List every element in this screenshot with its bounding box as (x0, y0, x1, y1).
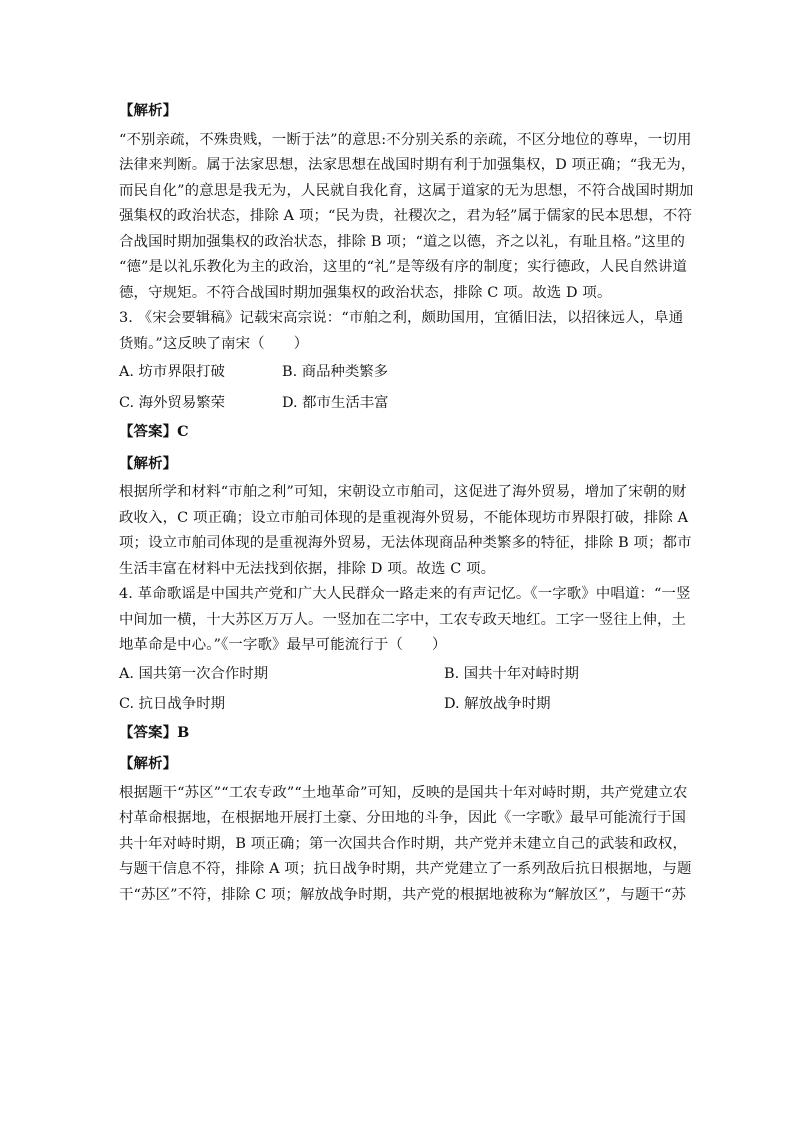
question-stem-line: 3. 《宋会要辑稿》记载宋高宗说：“市舶之利，颇助国用，宜循旧法，以招徕远人，阜通 (119, 310, 684, 326)
option-b: B. 商品种类繁多 (282, 364, 389, 380)
analysis-heading: 【解析】 (119, 755, 178, 772)
document-page (119, 98, 696, 908)
text-line: 强集权的政治状态，排除 A 项；“民为贵，社稷次之，君为轻”属于儒家的民本思想，不符 (119, 208, 693, 224)
option-d: D. 都市生活丰富 (282, 395, 389, 411)
options-row (119, 689, 679, 720)
option-b: B. 国共十年对峙时期 (444, 665, 579, 682)
answer-label: 【答案】C (119, 423, 189, 440)
question-4 (119, 582, 692, 908)
text-line: 项；设立市舶司体现的是重视海外贸易，无法体现商品种类繁多的特征，排除 B 项；都市 (119, 535, 692, 551)
text-line: 村革命根据地，在根据地开展打土豪、分田地的斗争，因此《一字歌》最早可能流行于国 (119, 810, 687, 826)
text-line: “不别亲疏，不殊贵贱，一断于法”的意思:不分别关系的亲疏，不区分地位的尊卑，一切用 (119, 131, 692, 148)
question-3 (119, 306, 692, 582)
text-line: 合战国时期加强集权的政治状态，排除 B 项；“道之以德，齐之以礼，有耻且格。”这里的 (119, 233, 685, 250)
option-c: C. 抗日战争时期 (119, 696, 225, 712)
question-stem-line: 货贿。”这反映了南宋（ ） (119, 335, 309, 352)
text-line: 根据所学和材料“市舶之利”可知，宋朝设立市舶司，这促进了海外贸易，增加了宋朝的财 (119, 484, 687, 500)
option-a: A. 国共第一次合作时期 (119, 665, 269, 682)
options-row (119, 357, 679, 388)
text-line: 法律来判断。属于法家思想，法家思想在战国时期有利于加强集权，D 项正确；“我无为， (119, 157, 696, 173)
options-row (119, 659, 679, 690)
text-line: 政收入，C 项正确；设立市舶司体现的是重视海外贸易，不能体现坊市界限打破，排除 A (119, 509, 689, 526)
option-a: A. 坊市界限打破 (119, 364, 225, 380)
options-row (119, 388, 679, 419)
question-stem-line: 地革命是中心。”《一字歌》最早可能流行于（ ） (119, 637, 447, 653)
text-line: 干“苏区”不符，排除 C 项；解放战争时期，共产党的根据地被称为“解放区”，与题干“苏 (119, 886, 687, 903)
text-line: 与题干信息不符，排除 A 项；抗日战争时期，共产党建立了一系列敌后抗日根据地，与题 (119, 861, 692, 877)
text-line: 德，守规矩。不符合战国时期加强集权的政治状态，排除 C 项。故选 D 项。 (119, 284, 612, 301)
text-line: 根据题干“苏区”“工农专政”“土地革命”可知，反映的是国共十年对峙时期，共产党建立农 (119, 784, 688, 801)
question-stem-line: 中间加一横，十大苏区万万人。一竖加在二字中，工农专政天地红。工字一竖往上伸，土 (119, 611, 687, 628)
text-line: 生活丰富在材料中无法找到依据，排除 D 项。故选 C 项。 (119, 560, 496, 577)
option-c: C. 海外贸易繁荣 (119, 395, 225, 411)
analysis-heading: 【解析】 (119, 102, 178, 119)
analysis-paragraph (119, 128, 696, 307)
option-d: D. 解放战争时期 (444, 696, 551, 712)
text-line: “德”是以礼乐教化为主的政治，这里的“礼”是等级有序的制度；实行德政，人民自然讲道 (119, 259, 688, 275)
text-line: 共十年对峙时期，B 项正确；第一次国共合作时期，共产党并未建立自己的武装和政权， (119, 835, 687, 852)
answer-label: 【答案】B (119, 723, 190, 741)
analysis-heading: 【解析】 (119, 454, 178, 472)
text-line: 而民自化”的意思是我无为，人民就自我化育，这属于道家的无为思想，不符合战国时期加 (119, 182, 694, 199)
question-stem-line: 4. 革命歌谣是中国共产党和广大人民群众一路走来的有声记忆。《一字歌》中唱道：“一竖 (119, 586, 691, 602)
